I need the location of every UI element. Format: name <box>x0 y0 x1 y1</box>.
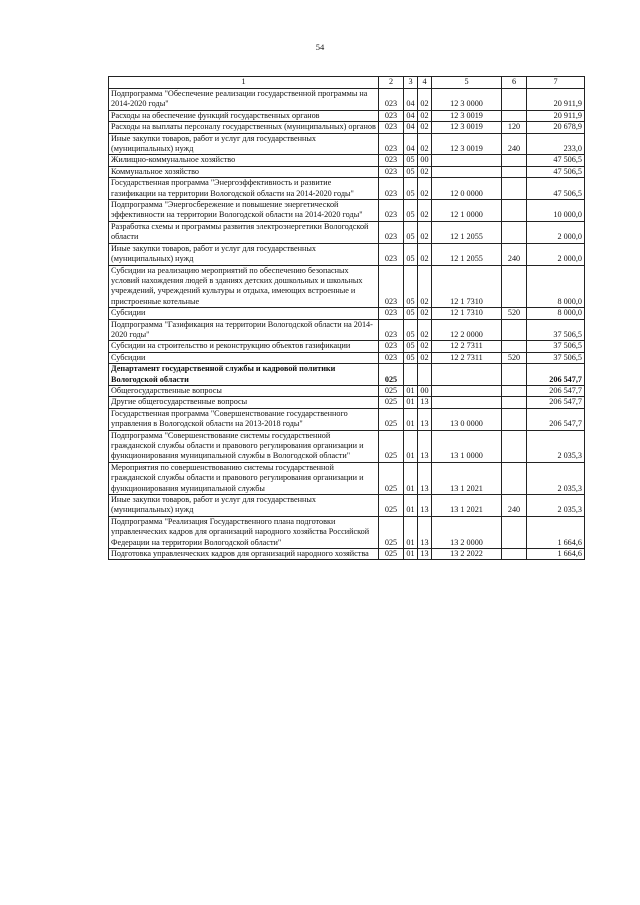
table-row <box>109 385 585 396</box>
target-article-code: 13 1 0000 <box>432 430 502 462</box>
ved-code: 025 <box>379 516 404 548</box>
ved-code: 025 <box>379 385 404 396</box>
expense-type-code <box>502 397 527 408</box>
ved-code: 023 <box>379 122 404 133</box>
amount: 206 547,7 <box>527 408 585 430</box>
target-article-code: 12 2 0000 <box>432 319 502 341</box>
amount: 10 000,0 <box>527 200 585 222</box>
expense-type-code: 240 <box>502 495 527 517</box>
expense-type-code <box>502 341 527 352</box>
amount: 20 911,9 <box>527 89 585 111</box>
target-article-code: 13 1 2021 <box>432 462 502 494</box>
ved-code: 023 <box>379 308 404 319</box>
target-article-code: 12 3 0019 <box>432 110 502 121</box>
amount: 233,0 <box>527 133 585 155</box>
row-name: Иные закупки товаров, работ и услуг для государственных (муниципальных) нужд <box>109 133 379 155</box>
amount: 2 035,3 <box>527 495 585 517</box>
amount: 206 547,7 <box>527 385 585 396</box>
ved-code: 023 <box>379 89 404 111</box>
subsection-code: 00 <box>418 385 432 396</box>
table-row <box>109 549 585 560</box>
ved-code: 023 <box>379 178 404 200</box>
target-article-code: 13 2 0000 <box>432 516 502 548</box>
expense-type-code <box>502 166 527 177</box>
amount: 1 664,6 <box>527 549 585 560</box>
subsection-code: 02 <box>418 166 432 177</box>
ved-code: 023 <box>379 265 404 308</box>
section-code: 05 <box>404 178 418 200</box>
row-name: Общегосударственные вопросы <box>109 385 379 396</box>
subsection-code: 02 <box>418 133 432 155</box>
amount: 20 911,9 <box>527 110 585 121</box>
table-row <box>109 200 585 222</box>
amount: 2 035,3 <box>527 430 585 462</box>
target-article-code: 13 0 0000 <box>432 408 502 430</box>
subsection-code: 13 <box>418 516 432 548</box>
row-name: Субсидии на строительство и реконструкцию объектов газификации <box>109 341 379 352</box>
expense-type-code <box>502 89 527 111</box>
section-code: 01 <box>404 495 418 517</box>
row-name: Подпрограмма "Совершенствование системы государственной гражданской службы области и правового регулирования организации и функционирования муниципальной службы в Вологодской области" <box>109 430 379 462</box>
row-name: Субсидии на реализацию мероприятий по обеспечению безопасных условий нахождения людей в зданиях детских дошкольных и школьных учреждений, учреждений культуры и отдыха, имеющих встроенные и пристроенные котельные <box>109 265 379 308</box>
target-article-code: 12 3 0019 <box>432 122 502 133</box>
subsection-code: 02 <box>418 352 432 363</box>
column-header: 4 <box>418 77 432 89</box>
amount: 37 506,5 <box>527 341 585 352</box>
ved-code: 023 <box>379 166 404 177</box>
target-article-code: 12 3 0000 <box>432 89 502 111</box>
table-row <box>109 397 585 408</box>
row-name: Расходы на выплаты персоналу государственных (муниципальных) органов <box>109 122 379 133</box>
section-code: 01 <box>404 408 418 430</box>
subsection-code: 02 <box>418 110 432 121</box>
expense-type-code <box>502 200 527 222</box>
section-code: 01 <box>404 430 418 462</box>
subsection-code: 13 <box>418 495 432 517</box>
table-row <box>109 308 585 319</box>
target-article-code: 12 3 0019 <box>432 133 502 155</box>
row-name: Подпрограмма "Реализация Государственного плана подготовки управленческих кадров для организаций народного хозяйства Российской Федерации на территории Вологодской области" <box>109 516 379 548</box>
target-article-code: 13 1 2021 <box>432 495 502 517</box>
target-article-code <box>432 364 502 386</box>
amount: 37 506,5 <box>527 352 585 363</box>
ved-code: 023 <box>379 221 404 243</box>
section-code: 05 <box>404 200 418 222</box>
expense-type-code: 120 <box>502 122 527 133</box>
row-name: Субсидии <box>109 308 379 319</box>
table-row <box>109 155 585 166</box>
section-code: 05 <box>404 166 418 177</box>
ved-code: 025 <box>379 549 404 560</box>
ved-code: 023 <box>379 341 404 352</box>
ved-code: 023 <box>379 319 404 341</box>
target-article-code: 12 1 2055 <box>432 243 502 265</box>
expense-type-code: 520 <box>502 352 527 363</box>
expense-type-code <box>502 265 527 308</box>
row-name: Подпрограмма "Обеспечение реализации государственной программы на 2014-2020 годы" <box>109 89 379 111</box>
target-article-code: 12 1 7310 <box>432 265 502 308</box>
ved-code: 023 <box>379 200 404 222</box>
table-row <box>109 408 585 430</box>
subsection-code: 13 <box>418 397 432 408</box>
expense-type-code <box>502 155 527 166</box>
expense-type-code <box>502 221 527 243</box>
section-code: 01 <box>404 397 418 408</box>
section-code: 04 <box>404 89 418 111</box>
target-article-code: 13 2 2022 <box>432 549 502 560</box>
row-name: Коммунальное хозяйство <box>109 166 379 177</box>
ved-code: 025 <box>379 430 404 462</box>
subsection-code: 02 <box>418 243 432 265</box>
subsection-code: 02 <box>418 89 432 111</box>
row-name: Государственная программа "Совершенствование государственного управления в Вологодской области на 2013-2018 годы" <box>109 408 379 430</box>
expense-type-code: 240 <box>502 133 527 155</box>
table-row <box>109 462 585 494</box>
row-name: Подпрограмма "Энергосбережение и повышение энергетической эффективности на территории Вологодской области на 2014-2020 годы" <box>109 200 379 222</box>
ved-code: 025 <box>379 462 404 494</box>
ved-code: 025 <box>379 408 404 430</box>
target-article-code: 12 1 2055 <box>432 221 502 243</box>
section-code: 05 <box>404 243 418 265</box>
table-row <box>109 178 585 200</box>
subsection-code: 02 <box>418 122 432 133</box>
target-article-code: 12 2 7311 <box>432 341 502 352</box>
target-article-code <box>432 166 502 177</box>
section-code: 05 <box>404 155 418 166</box>
amount: 47 506,5 <box>527 166 585 177</box>
ved-code: 023 <box>379 155 404 166</box>
target-article-code: 12 1 0000 <box>432 200 502 222</box>
table-row <box>109 364 585 386</box>
section-code: 01 <box>404 385 418 396</box>
ved-code: 023 <box>379 243 404 265</box>
ved-code: 025 <box>379 364 404 386</box>
subsection-code: 02 <box>418 319 432 341</box>
section-code: 04 <box>404 110 418 121</box>
row-name: Расходы на обеспечение функций государственных органов <box>109 110 379 121</box>
target-article-code: 12 0 0000 <box>432 178 502 200</box>
section-code: 01 <box>404 549 418 560</box>
column-header: 5 <box>432 77 502 89</box>
row-name: Разработка схемы и программы развития электроэнергетики Вологодской области <box>109 221 379 243</box>
table-row <box>109 122 585 133</box>
amount: 8 000,0 <box>527 308 585 319</box>
target-article-code: 12 1 7310 <box>432 308 502 319</box>
budget-table <box>108 76 585 560</box>
amount: 206 547,7 <box>527 364 585 386</box>
table-row <box>109 221 585 243</box>
subsection-code: 02 <box>418 221 432 243</box>
subsection-code: 13 <box>418 408 432 430</box>
section-code: 04 <box>404 133 418 155</box>
row-name: Подпрограмма "Газификация на территории Вологодской области на 2014-2020 годы" <box>109 319 379 341</box>
column-header: 1 <box>109 77 379 89</box>
expense-type-code <box>502 364 527 386</box>
subsection-code <box>418 364 432 386</box>
column-header: 3 <box>404 77 418 89</box>
table-row <box>109 110 585 121</box>
expense-type-code <box>502 110 527 121</box>
subsection-code: 13 <box>418 549 432 560</box>
subsection-code: 13 <box>418 462 432 494</box>
column-header: 6 <box>502 77 527 89</box>
amount: 37 506,5 <box>527 319 585 341</box>
amount: 2 000,0 <box>527 243 585 265</box>
subsection-code: 02 <box>418 178 432 200</box>
expense-type-code <box>502 549 527 560</box>
target-article-code <box>432 155 502 166</box>
section-code: 05 <box>404 319 418 341</box>
target-article-code <box>432 385 502 396</box>
header-row <box>109 77 585 89</box>
ved-code: 025 <box>379 397 404 408</box>
column-header: 7 <box>527 77 585 89</box>
expense-type-code <box>502 462 527 494</box>
ved-code: 023 <box>379 352 404 363</box>
table-row <box>109 495 585 517</box>
row-name: Департамент государственной службы и кадровой политики Вологодской области <box>109 364 379 386</box>
table-row <box>109 166 585 177</box>
table-row <box>109 319 585 341</box>
expense-type-code: 240 <box>502 243 527 265</box>
table-row <box>109 341 585 352</box>
section-code: 05 <box>404 221 418 243</box>
section-code: 05 <box>404 341 418 352</box>
amount: 206 547,7 <box>527 397 585 408</box>
expense-type-code <box>502 516 527 548</box>
amount: 2 035,3 <box>527 462 585 494</box>
row-name: Подготовка управленческих кадров для организаций народного хозяйства <box>109 549 379 560</box>
row-name: Мероприятия по совершенствованию системы государственной гражданской службы области и правового регулирования организации и функционирования муниципальной службы <box>109 462 379 494</box>
amount: 8 000,0 <box>527 265 585 308</box>
page-number: 54 <box>315 42 325 52</box>
amount: 47 506,5 <box>527 178 585 200</box>
section-code: 05 <box>404 265 418 308</box>
section-code <box>404 364 418 386</box>
amount: 20 678,9 <box>527 122 585 133</box>
section-code: 01 <box>404 516 418 548</box>
row-name: Жилищно-коммунальное хозяйство <box>109 155 379 166</box>
target-article-code <box>432 397 502 408</box>
table-row <box>109 133 585 155</box>
table-row <box>109 352 585 363</box>
ved-code: 025 <box>379 495 404 517</box>
subsection-code: 13 <box>418 430 432 462</box>
section-code: 05 <box>404 352 418 363</box>
row-name: Субсидии <box>109 352 379 363</box>
ved-code: 023 <box>379 133 404 155</box>
table-row <box>109 516 585 548</box>
row-name: Иные закупки товаров, работ и услуг для государственных (муниципальных) нужд <box>109 243 379 265</box>
subsection-code: 02 <box>418 200 432 222</box>
table-row <box>109 243 585 265</box>
expense-type-code: 520 <box>502 308 527 319</box>
table-row <box>109 89 585 111</box>
row-name: Государственная программа "Энергоэффективность и развитие газификации на территории Вологодской области на 2014-2020 годы" <box>109 178 379 200</box>
amount: 2 000,0 <box>527 221 585 243</box>
subsection-code: 00 <box>418 155 432 166</box>
amount: 1 664,6 <box>527 516 585 548</box>
column-header: 2 <box>379 77 404 89</box>
expense-type-code <box>502 385 527 396</box>
section-code: 05 <box>404 308 418 319</box>
subsection-code: 02 <box>418 265 432 308</box>
row-name: Другие общегосударственные вопросы <box>109 397 379 408</box>
target-article-code: 12 2 7311 <box>432 352 502 363</box>
amount: 47 506,5 <box>527 155 585 166</box>
section-code: 04 <box>404 122 418 133</box>
row-name: Иные закупки товаров, работ и услуг для государственных (муниципальных) нужд <box>109 495 379 517</box>
subsection-code: 02 <box>418 341 432 352</box>
ved-code: 023 <box>379 110 404 121</box>
expense-type-code <box>502 430 527 462</box>
expense-type-code <box>502 319 527 341</box>
section-code: 01 <box>404 462 418 494</box>
expense-type-code <box>502 178 527 200</box>
expense-type-code <box>502 408 527 430</box>
table-row <box>109 430 585 462</box>
table-row <box>109 265 585 308</box>
subsection-code: 02 <box>418 308 432 319</box>
